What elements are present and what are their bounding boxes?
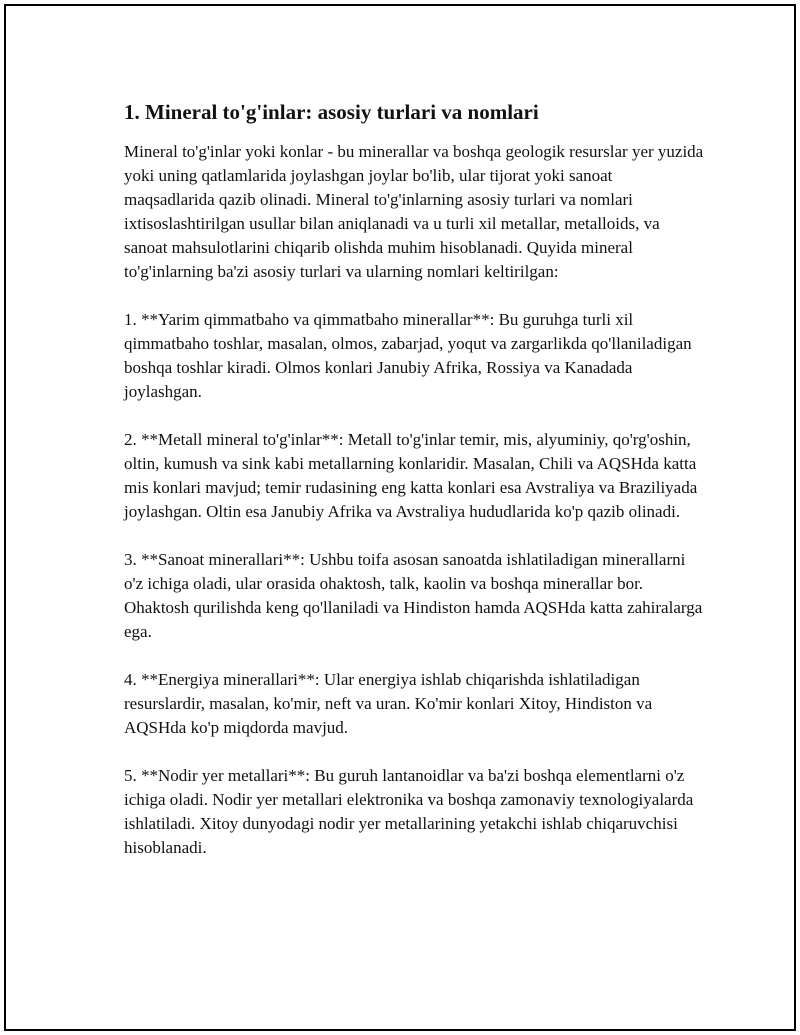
document-body — [124, 98, 704, 884]
paragraph-energy-minerals: 4. **Energiya minerallari**: Ular energiya ishlab chiqarishda ishlatiladigan resurslardir, masalan, ko'mir, neft va uran. Ko'mir konlari Xitoy, Hindiston va AQSHda ko'p miqdorda mavjud. — [124, 670, 653, 737]
intro-paragraph: Mineral to'g'inlar yoki konlar - bu minerallar va boshqa geologik resurslar yer yuzida yoki uning qatlamlarida joylashgan joylar bo'lib, ular tijorat yoki sanoat maqsadlarida qazib olinadi. Mineral to'g'inlarning asosiy turlari va nomlari ixtisoslashtirilgan usullar bilan aniqlanadi va u turli xil metallar, metalloids, va sanoat mahsulotlarini chiqarib olishda muhim hisoblanadi. Quyida mineral to'g'inlarning ba'zi asosiy turlari va ularning nomlari keltirilgan: — [124, 142, 704, 281]
paragraph-metal-ores: 2. **Metall mineral to'g'inlar**: Metall to'g'inlar temir, mis, alyuminiy, qo'rg'oshin, oltin, kumush va sink kabi metallarning konlaridir. Masalan, Chili va AQSHda katta mis konlari mavjud; temir rudasining eng katta konlari esa Avstraliya va Braziliyada joylashgan. Oltin esa Janubiy Afrika va Avstraliya hududlarida ko'p qazib olinadi. — [124, 430, 698, 521]
document-title: 1. Mineral to'g'inlar: asosiy turlari va nomlari — [124, 100, 539, 124]
paragraph-rare-earth-metals: 5. **Nodir yer metallari**: Bu guruh lantanoidlar va ba'zi boshqa elementlarni o'z ichiga oladi. Nodir yer metallari elektronika va boshqa zamonaviy texnologiyalarda ishlatiladi. Xitoy dunyodagi nodir yer metallarining yetakchi ishlab chiqaruvchisi hisoblanadi. — [124, 766, 694, 857]
page-frame — [4, 4, 796, 1031]
paragraph-industrial-minerals: 3. **Sanoat minerallari**: Ushbu toifa asosan sanoatda ishlatiladigan minerallarni o'z ichiga oladi, ular orasida ohaktosh, talk, kaolin va boshqa minerallar bor. Ohaktosh qurilishda keng qo'llaniladi va Hindiston hamda AQSHda katta zahiralarga ega. — [124, 550, 703, 641]
paragraph-precious-minerals: 1. **Yarim qimmatbaho va qimmatbaho minerallar**: Bu guruhga turli xil qimmatbaho toshlar, masalan, olmos, zabarjad, yoqut va zargarlikda qo'llaniladigan boshqa toshlar kiradi. Olmos konlari Janubiy Afrika, Rossiya va Kanadada joylashgan. — [124, 310, 692, 401]
